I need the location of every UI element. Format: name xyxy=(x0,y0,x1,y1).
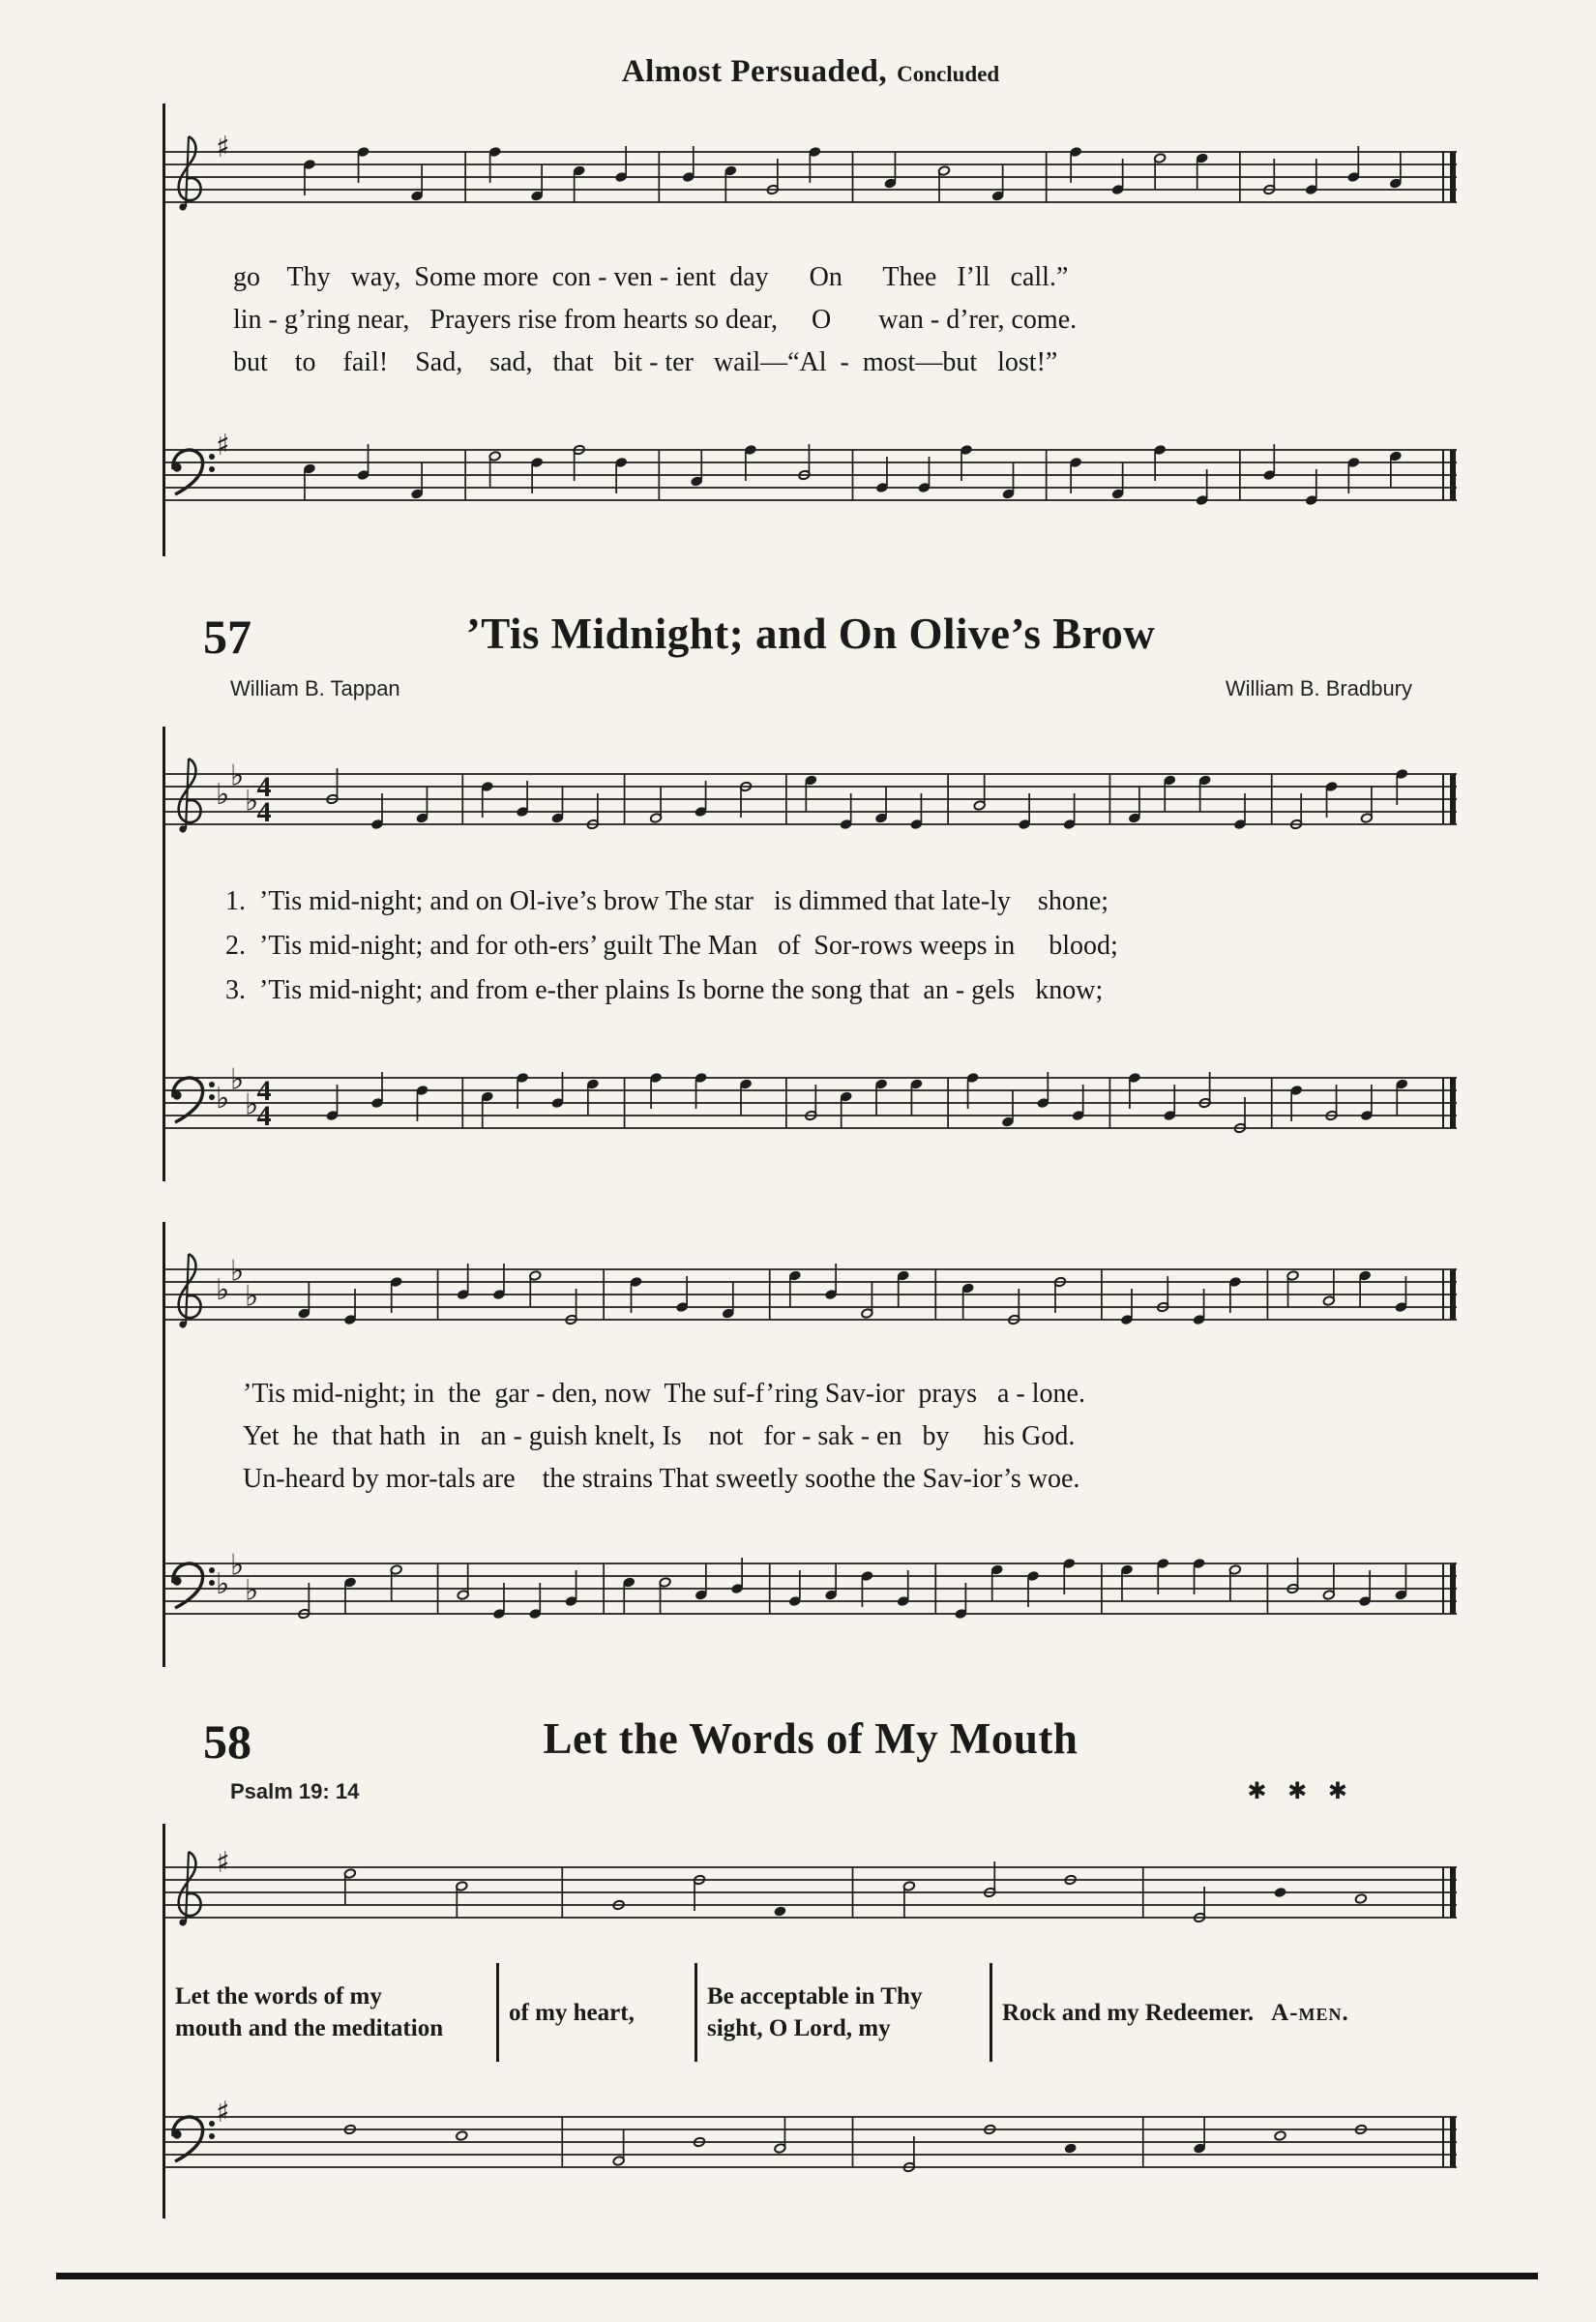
chant-cell xyxy=(695,1963,990,2062)
hymn-57-heading xyxy=(163,607,1459,669)
svg-text:4: 4 xyxy=(256,1100,272,1132)
svg-text:4: 4 xyxy=(256,771,272,803)
bass-staff xyxy=(165,1510,1459,1667)
svg-text:♭: ♭ xyxy=(216,1273,230,1307)
svg-text:♭: ♭ xyxy=(230,1548,245,1583)
music-system-almost-persuaded xyxy=(163,104,1459,556)
svg-text:♭: ♭ xyxy=(245,1087,259,1122)
lyrics-line: lin - g’ring near, Prayers rise from hearts so dear, O wan - d’rer, come. xyxy=(233,305,1078,335)
chant-line: Be acceptable in Thy xyxy=(707,1983,923,2009)
svg-text:4: 4 xyxy=(256,796,272,828)
svg-text:♭: ♭ xyxy=(245,1573,259,1608)
chant-text: Rock and my Redeemer. xyxy=(1002,1999,1255,2026)
svg-text:♭: ♭ xyxy=(216,1567,230,1601)
svg-text:♭: ♭ xyxy=(245,1279,259,1314)
lyrics-line: Yet he that hath in an - guish knelt, Is not for - sak - en by his God. xyxy=(243,1421,1076,1451)
hymn-58-credits xyxy=(230,1777,1412,1806)
hymn-number: 58 xyxy=(203,1714,251,1769)
svg-text:♭: ♭ xyxy=(230,759,245,793)
hymn-title: ’Tis Midnight; and On Olive’s Brow xyxy=(465,610,1156,658)
bass-staff xyxy=(165,394,1459,556)
chant-line: Let the words of my xyxy=(175,1983,382,2009)
svg-text:4: 4 xyxy=(256,1075,272,1107)
verse-line: 3. ’Tis mid-night; and from e-ther plains Is borne the song that an - gels know; xyxy=(225,975,1104,1005)
hymn-number: 57 xyxy=(203,610,251,664)
bass-staff xyxy=(165,2066,1459,2218)
lyrics-line: Un-heard by mor-tals are the strains That sweetly soothe the Sav-ior’s woe. xyxy=(243,1464,1080,1494)
svg-text:♭: ♭ xyxy=(230,1062,245,1097)
treble-staff xyxy=(165,104,1459,251)
treble-staff xyxy=(165,1222,1459,1367)
chant-text-row xyxy=(165,1963,1459,2062)
lyrics-block xyxy=(165,251,1459,394)
music-system-hymn58 xyxy=(163,1824,1459,2218)
music-system-hymn57-second xyxy=(163,1222,1459,1667)
previous-hymn-title: Almost Persuaded, xyxy=(621,54,888,89)
music-system-hymn57-first xyxy=(163,727,1459,1181)
lyrics-line: go Thy way, Some more con - ven - ient day On Thee I’ll call.” xyxy=(233,262,1069,292)
svg-text:♭: ♭ xyxy=(216,778,230,812)
asterisk-marks: ✱ ✱ ✱ xyxy=(1247,1777,1354,1804)
verse-line: 2. ’Tis mid-night; and for oth-ers’ guilt The Man of Sor-rows weeps in blood; xyxy=(225,931,1118,961)
amen-label: A-men. xyxy=(1271,1999,1349,2026)
chant-line: of my heart, xyxy=(509,1999,635,2026)
page-bottom-rule xyxy=(56,2273,1538,2279)
hymn-57-credits xyxy=(230,676,1412,705)
svg-text:♯: ♯ xyxy=(216,131,230,164)
bass-staff xyxy=(165,1025,1459,1181)
chant-line: sight, O Lord, my xyxy=(707,2015,891,2041)
hymn-58-heading xyxy=(163,1712,1459,1773)
svg-text:♯: ♯ xyxy=(216,1846,230,1880)
lyrics-line: ’Tis mid-night; in the gar - den, now The suf-f’ring Sav-ior prays a - lone. xyxy=(243,1379,1085,1409)
svg-text:♭: ♭ xyxy=(245,784,259,819)
composer-name: William B. Bradbury xyxy=(1225,676,1412,700)
treble-staff xyxy=(165,727,1459,872)
lyrics-block xyxy=(165,1367,1459,1510)
svg-text:♭: ♭ xyxy=(230,1254,245,1289)
chant-line xyxy=(1002,1997,1445,2029)
verses-block xyxy=(165,872,1459,1025)
svg-text:♯: ♯ xyxy=(216,2096,230,2129)
verse-line: 1. ’Tis mid-night; and on Ol-ive’s brow The star is dimmed that late-ly shone; xyxy=(225,886,1109,916)
chant-line: mouth and the meditation xyxy=(175,2015,444,2041)
chant-cell xyxy=(165,1963,496,2062)
previous-hymn-status: Concluded xyxy=(897,62,1000,86)
chant-cell xyxy=(496,1963,695,2062)
chant-cell xyxy=(990,1963,1459,2062)
previous-hymn-heading xyxy=(163,0,1459,90)
author-name: William B. Tappan xyxy=(230,676,400,700)
hymn-title: Let the Words of My Mouth xyxy=(543,1714,1079,1763)
svg-text:♯: ♯ xyxy=(216,429,230,462)
treble-staff xyxy=(165,1824,1459,1961)
svg-text:♭: ♭ xyxy=(216,1082,230,1116)
scripture-reference: Psalm 19: 14 xyxy=(230,1779,360,1803)
lyrics-line: but to fail! Sad, sad, that bit - ter wail—“Al - most—but lost!” xyxy=(233,347,1058,377)
